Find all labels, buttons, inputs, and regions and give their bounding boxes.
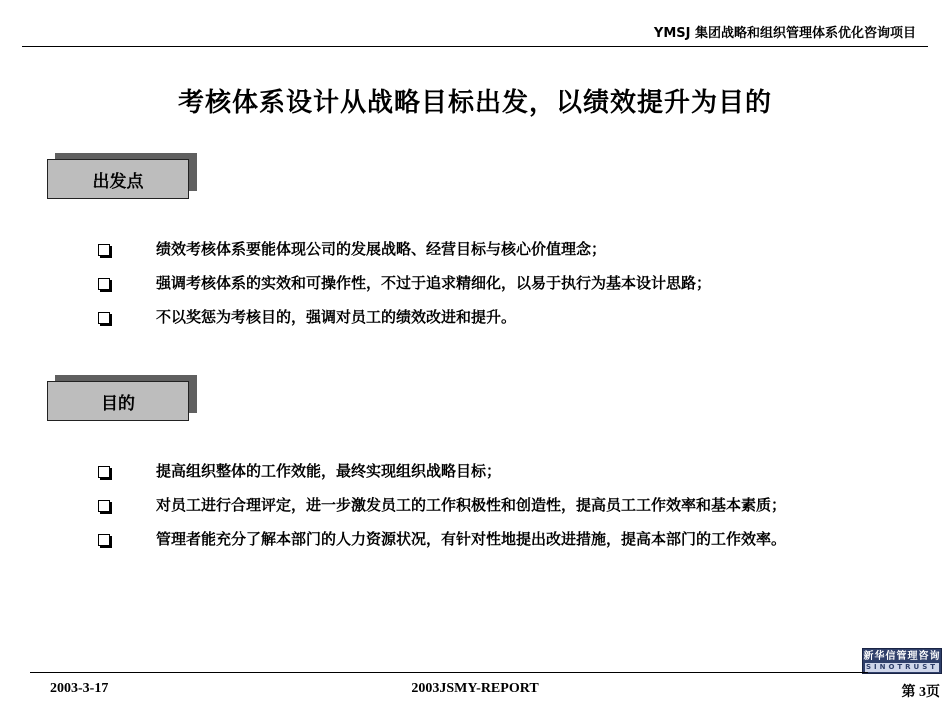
checkbox-bullet-icon (98, 466, 110, 478)
checkbox-bullet-icon (98, 312, 110, 324)
checkbox-bullet-icon (98, 244, 110, 256)
bullet-text: 管理者能充分了解本部门的人力资源状况，有针对性地提出改进措施，提高本部门的工作效率。 (156, 530, 787, 548)
header-project-title: YMSJ 集团战略和组织管理体系优化咨询项目 (653, 26, 916, 41)
bullet-list-purpose (96, 454, 856, 556)
section-box-label: 目的 (47, 381, 189, 421)
company-logo (862, 648, 942, 674)
footer-page-number: 第 3页 (901, 685, 940, 700)
list-item (96, 522, 856, 556)
header-divider (22, 46, 928, 47)
list-item (96, 232, 856, 266)
footer-report-id: 2003JSMY-REPORT (411, 681, 539, 696)
checkbox-bullet-icon (98, 534, 110, 546)
list-item (96, 300, 856, 334)
bullet-text: 绩效考核体系要能体现公司的发展战略、经营目标与核心价值理念； (156, 240, 607, 258)
list-item (96, 488, 856, 522)
bullet-text: 不以奖惩为考核目的，强调对员工的绩效改进和提升。 (156, 308, 517, 326)
bullet-text: 提高组织整体的工作效能，最终实现组织战略目标； (156, 462, 502, 480)
footer-date: 2003-3-17 (50, 681, 109, 696)
logo-text-en: SINOTRUST (865, 662, 939, 671)
list-item (96, 454, 856, 488)
list-item (96, 266, 856, 300)
checkbox-bullet-icon (98, 500, 110, 512)
section-label-starting-point (47, 159, 189, 199)
logo-text-cn: 新华信管理咨询 (863, 650, 941, 662)
slide-title: 考核体系设计从战略目标出发，以绩效提升为目的 (177, 88, 772, 118)
section-label-purpose (47, 381, 189, 421)
checkbox-bullet-icon (98, 278, 110, 290)
bullet-text: 对员工进行合理评定，进一步激发员工的工作积极性和创造性，提高员工工作效率和基本素质； (156, 496, 787, 514)
bullet-text: 强调考核体系的实效和可操作性，不过于追求精细化，以易于执行为基本设计思路； (156, 274, 712, 292)
footer-divider (30, 672, 868, 673)
section-box-label: 出发点 (47, 159, 189, 199)
bullet-list-starting-point (96, 232, 856, 334)
